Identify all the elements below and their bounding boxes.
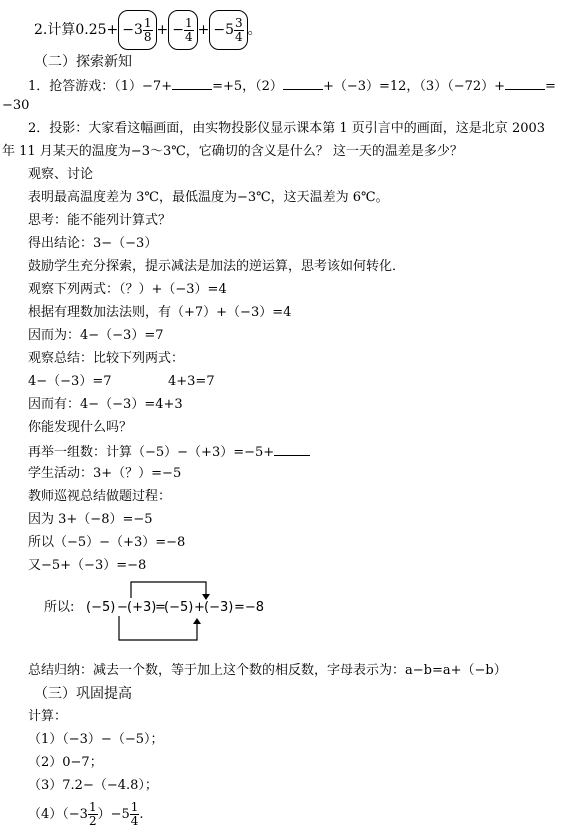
paren-term-3: −5 $\frac{3}{4}$: [209, 10, 247, 50]
text-line: 思考：能不能列计算式？: [28, 213, 172, 228]
text-line: 观察、讨论: [28, 167, 94, 182]
text-line: 因为 3+（−8）=−5: [28, 512, 153, 527]
text-line: 鼓励学生充分探索，提示减法是加法的逆运算，思考该如何转化．: [28, 259, 406, 274]
bottom-arrow-head: [193, 618, 201, 624]
bottom-arrow: [119, 616, 197, 640]
text-line: 观察总结：比较下列两式：: [28, 351, 185, 366]
section-3-heading: （三）巩固提高: [34, 686, 132, 702]
fraction-1-8: $\frac{1}{8}$: [143, 15, 152, 44]
text-line: 又−5+（−3）=−8: [28, 558, 147, 573]
exercise-3: （3）7.2−（−4.8）；: [28, 778, 158, 793]
compare-left: 4−（−3）=7: [28, 374, 112, 389]
text-line: 因而为：4−（−3）=7: [28, 328, 164, 343]
section-2-heading: （二）探索新知: [34, 54, 132, 70]
text-line: 你能发现什么吗？: [28, 420, 133, 435]
diagram-plus: +: [194, 600, 205, 615]
diagram-e1: (−5): [86, 600, 116, 615]
calc-problem: 2.计算0.25+ −3 $\frac{1}{8}$ + − $\frac{1}{4}$ + −5 $\frac{3}{4}$ 。: [34, 10, 262, 50]
exercise-1: （1）（−3）−（−5）；: [28, 732, 164, 747]
text-line: 根据有理数加法法则，有（+7）+（−3）=4: [28, 305, 292, 320]
fraction-3-4: $\frac{3}{4}$: [235, 15, 243, 44]
projection-line-1: 2．投影：大家看这幅画面，由实物投影仪显示课本第 1 页引言中的画面，这是北京 2003: [28, 121, 546, 136]
quick-answer-game: 1．抢答游戏：（1）−7+ =+5，（2） +（−3）=12，（3）（−72）+ =: [28, 79, 556, 94]
text-line: 教师巡视总结做题过程：: [28, 489, 172, 504]
text-line: 因而有：4−（−3）=4+3: [28, 397, 183, 412]
text-line: 表明最高温度差为 3℃，最低温度为−3℃，这天温差为 6℃。: [28, 190, 389, 205]
diagram-e3: (+3): [127, 600, 157, 615]
exercise-4: （4）（−3 $\frac{1}{2}$ ）−5 $\frac{1}{4}$ .: [28, 800, 144, 828]
diagram-eq: =: [155, 600, 166, 615]
quick-answer-tail: −30: [2, 98, 30, 113]
diagram-e5: (−5): [164, 600, 194, 615]
calc-prefix: 2.计算0.25+: [34, 22, 119, 38]
paren-term-2: − $\frac{1}{4}$: [168, 10, 197, 50]
summary-line: 总结归纳：减去一个数，等于加上这个数的相反数，字母表示为：a−b=a+（−b）: [28, 663, 507, 678]
fraction-1-2: $\frac{1}{2}$: [88, 800, 97, 828]
text-line: 观察下列两式：（？）+（−3）=4: [28, 282, 227, 297]
diagram-e7: (−3): [204, 600, 234, 615]
transformation-diagram: [40, 578, 340, 648]
text-line: 得出结论：3−（−3）: [28, 236, 158, 251]
diagram-minus: −: [117, 600, 128, 615]
text-line: 所以（−5）−（+3）=−8: [28, 535, 186, 550]
again-line: 再举一组数：计算（−5）−（+3）=−5+: [28, 443, 310, 461]
projection-line-2: 年 11 月某天的温度为−3～3℃，它确切的含义是什么？ 这一天的温差是多少？: [2, 144, 463, 159]
calc-label: 计算：: [28, 709, 68, 724]
diagram-result: =−8: [234, 600, 265, 615]
diagram-label: 所以:: [44, 600, 75, 615]
text-line: 学生活动：3+（？）=−5: [28, 466, 182, 481]
fraction-1-4: $\frac{1}{4}$: [185, 15, 193, 44]
exercise-2: （2）0−7；: [28, 755, 103, 770]
compare-right: 4+3=7: [168, 374, 215, 389]
paren-term-1: −3 $\frac{1}{8}$: [118, 10, 156, 50]
top-arrow: [131, 582, 206, 598]
fraction-1-4b: $\frac{1}{4}$: [130, 800, 139, 828]
